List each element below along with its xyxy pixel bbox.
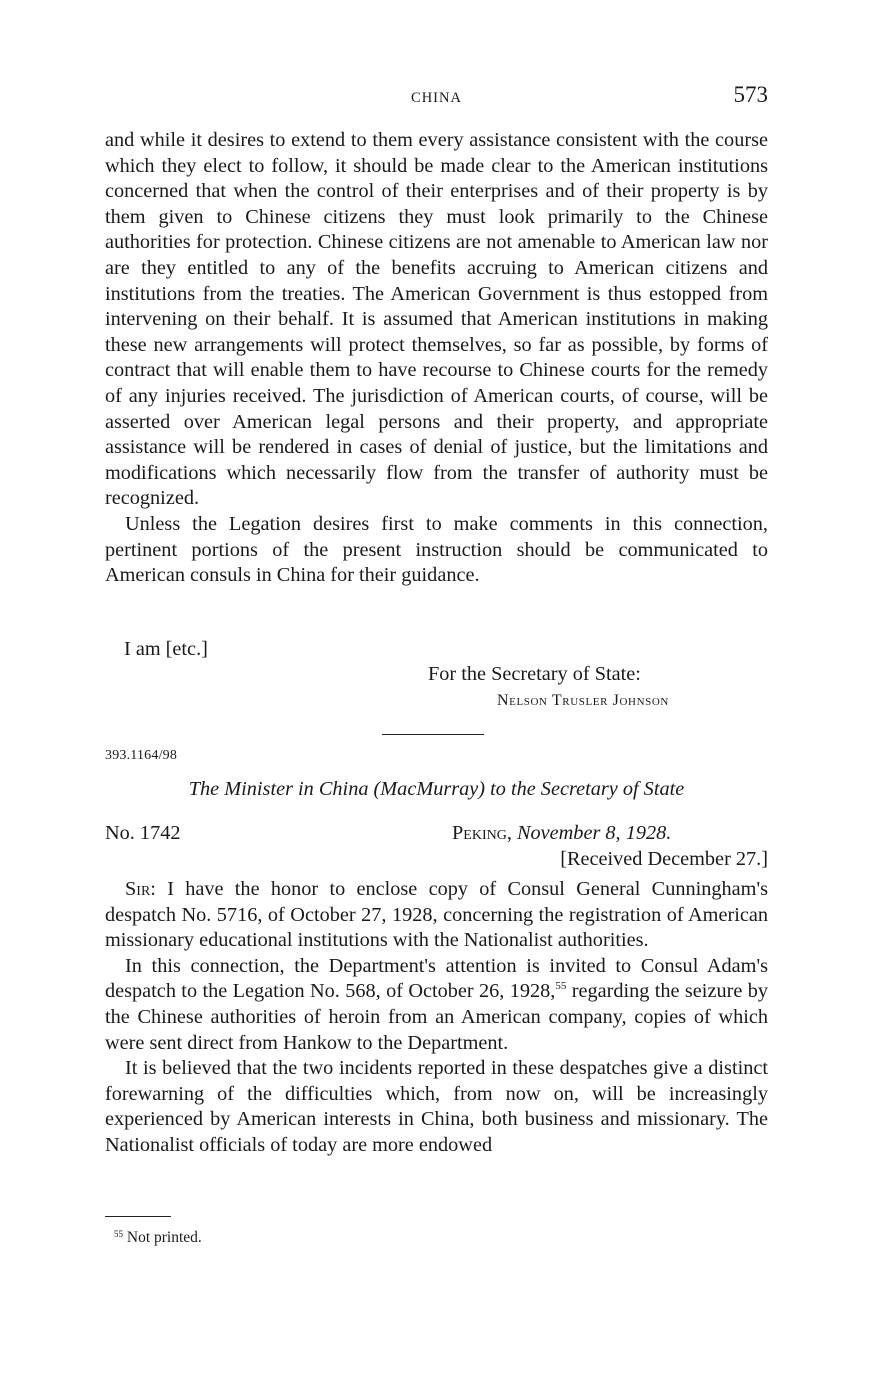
received-note: [Received December 27.] [560, 848, 768, 870]
continued-paragraph: and while it desires to extend to them every assistance consistent with the course which they elect to follow, it should be made clear to the American institutions concerned that when the control of their enterprises and of their property is by them given to Chinese citizens they must look primarily to the Chinese authorities for protection. Chinese citizens are not amenable to American law nor are they entitled to any of the benefits accruing to American citizens and institutions from the treaties. The American Government is thus estopped from intervening on their behalf. It is assumed that American institutions in making these new arrangements will protect themselves, so far as possible, by forms of contract that will enable them to have recourse to Chinese courts for the remedy of any injuries received. The jurisdiction of American courts, of course, will be asserted over American legal persons and their property, and appropriate assistance will be rendered in cases of denial of justice, but the limitations and modifications which necessarily flow from the transfer of authority must be recognized. [105, 129, 768, 510]
footnote-text: Not printed. [126, 1229, 202, 1246]
document-title: The Minister in China (MacMurray) to the Secretary of State [188, 778, 685, 800]
footnote [114, 1228, 202, 1248]
communication-paragraph: Unless the Legation desires first to make comments in this connection, pertinent portions of the present instruction should be communicated to American consuls in China for their guidance. [105, 512, 768, 587]
despatch-paragraph-3: It is believed that the two incidents reported in these despatches give a distinct forewarning of the difficulties which, from now on, will be increasingly experienced by American interests in China, both business and missionary. The Nationalist officials of today are more endowed [105, 1057, 768, 1156]
signature-name [497, 688, 669, 714]
running-header [105, 84, 768, 114]
page-number: 573 [733, 82, 768, 107]
footnote-number: 55 [114, 1229, 123, 1239]
despatch-paragraph-2 [105, 954, 768, 1056]
closing-line: I am [etc.] [124, 638, 208, 660]
place-name: Peking, [452, 822, 512, 844]
date: November 8, 1928. [516, 822, 672, 844]
despatch-number: No. 1742 [105, 822, 181, 844]
signature-prefix: For the Secretary of State: [428, 663, 641, 685]
salutation: Sir: [125, 878, 156, 900]
despatch-paragraph-2-text-a: In this connection, the Department's attention is invited to Consul Adam's despatch to the Legation No. 568, of October 26, 1928, [105, 954, 768, 1003]
section-divider [382, 734, 484, 735]
footnote-reference: 55 [555, 980, 567, 993]
file-number: 393.1164/98 [105, 748, 178, 763]
signature-name-text: Nelson Trusler Johnson [497, 692, 669, 709]
running-title: CHINA [411, 90, 462, 106]
instruction-body [105, 128, 768, 589]
footnote-divider [105, 1216, 171, 1217]
despatch-body [105, 877, 768, 1159]
dateline [452, 821, 671, 847]
despatch-paragraph-1 [105, 877, 768, 954]
despatch-paragraph-2-text-b: regarding the seizure by the Chinese authorities of heroin from an American company, copies of which were sent direct from Hankow to the Department. [105, 980, 768, 1054]
despatch-paragraph-1-text: I have the honor to enclose copy of Consul General Cunningham's despatch No. 5716, of October 27, 1928, concerning the registration of American missionary educational institutions with the Nationalist authorities. [105, 878, 768, 952]
